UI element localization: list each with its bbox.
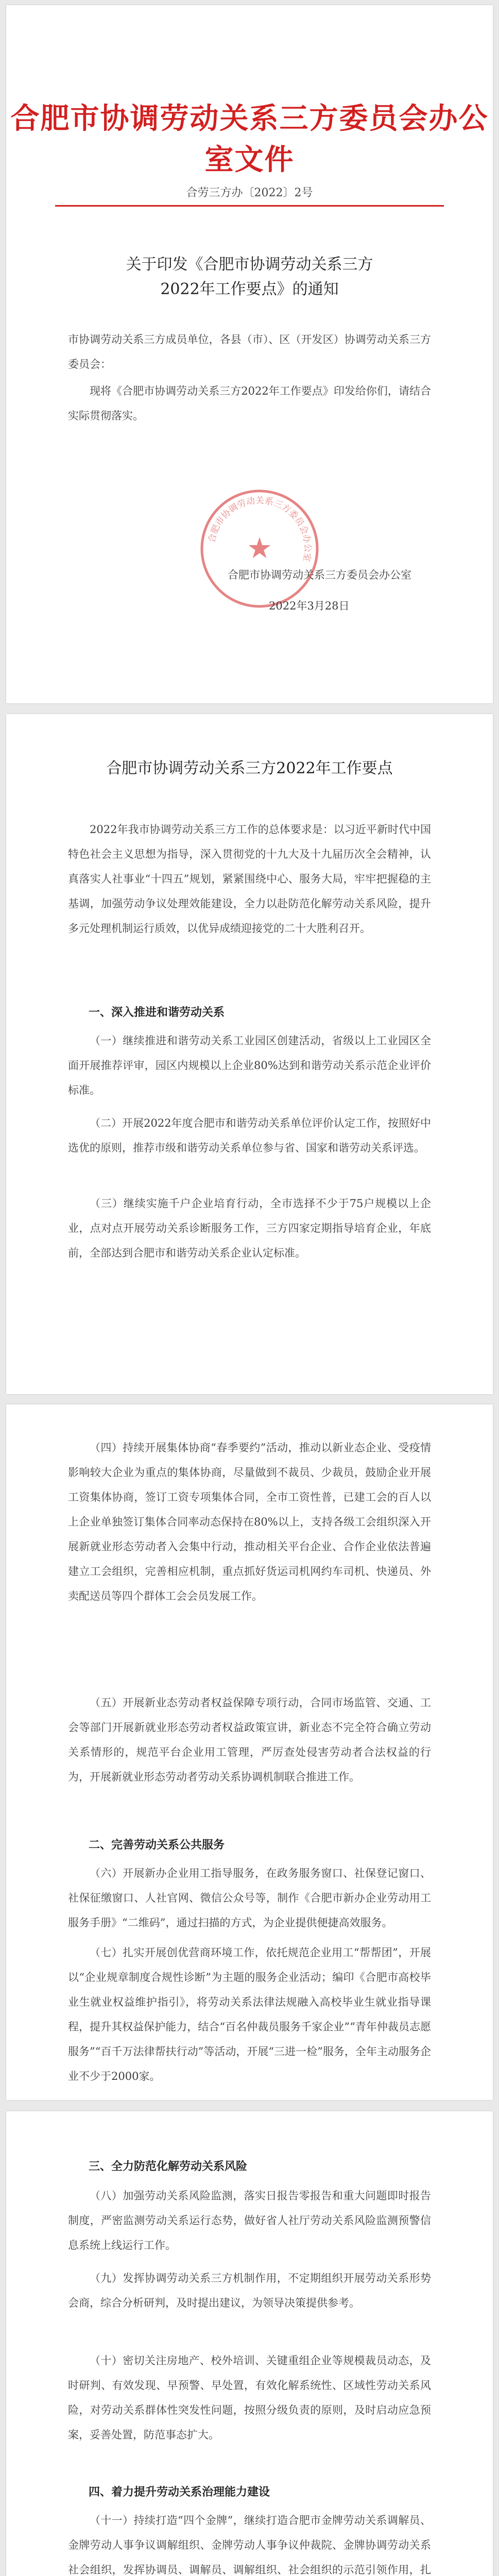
seal-arc-text: 合肥市协调劳动关系三方委员会办公室 xyxy=(207,495,313,563)
section-heading-4: 四、着力提升劳动关系治理能力建设 xyxy=(89,2485,270,2499)
red-header: 合肥市协调劳动关系三方委员会办公室文件 xyxy=(10,102,489,177)
key-points-page-1 xyxy=(6,714,493,1394)
key-points-page-3 xyxy=(6,2111,493,2576)
section-heading-1: 一、深入推进和谐劳动关系 xyxy=(89,1006,225,1019)
section-2-item-1: （六）开展新办企业用工指导服务，在政务服务窗口、社保登记窗口、社保征缴窗口、人社官网、微信公众号等，制作《合肥市新办企业劳动用工服务手册》“二维码”，通过扫描的方式，为企业提供便捷高效服务。 xyxy=(68,1867,431,1929)
notice-page xyxy=(6,5,493,703)
section-heading-3: 三、全力防范化解劳动关系风险 xyxy=(89,2160,248,2173)
section-3-item-1: （八）加强劳动关系风险监测，落实日报告零报告和重大问题即时报告制度，严密监测劳动关系运行态势，做好省人社厅劳动关系风险监测预警信息系统上线运行工作。 xyxy=(68,2190,431,2251)
doc-number: 合劳三方办〔2022〕2号 xyxy=(186,187,313,199)
section-1-item-2: （二）开展2022年度合肥市和谐劳动关系单位评价认定工作，按照好中选优的原则，推荐市级和谐劳动关系单位参与省、国家和谐劳动关系评选。 xyxy=(68,1117,431,1154)
section-3-item-2: （九）发挥协调劳动关系三方机制作用，不定期组织开展劳动关系形势会商，综合分析研判，及时提出建议，为领导决策提供参考。 xyxy=(68,2272,431,2309)
section-3-item-3: （十）密切关注房地产、校外培训、关键重组企业等规模裁员动态，及时研判、有效发现、早预警、早处置，有效化解系统性、区域性劳动关系风险，对劳动关系群体性突发性问题，按照分级负责的原则，及时启动应急预案，妥善处置，防范事态扩大。 xyxy=(68,2354,431,2441)
notice-title-line2: 2022年工作要点》的通知 xyxy=(160,280,339,298)
notice-recipients: 市协调劳动关系三方成员单位，各县（市）、区（开发区）协调劳动关系三方委员会： xyxy=(68,333,431,370)
notice-title-line1: 关于印发《合肥市协调劳动关系三方 xyxy=(126,256,373,274)
seal-star: ★ xyxy=(246,532,273,565)
notice-signature: 合肥市协调劳动关系三方委员会办公室 xyxy=(228,569,411,581)
section-1-item-3: （三）继续实施千户企业培育行动，全市选择不少于75户规模以上企业，点对点开展劳动关系诊断服务工作，三方四家定期指导培育企业，年底前，全部达到合肥市和谐劳动关系企业认定标准。 xyxy=(68,1197,431,1259)
section-1-item-4: （四）持续开展集体协商“春季要约”活动，推动以新业态企业、受疫情影响较大企业为重点的集体协商，尽量做到不裁员、少裁员，鼓励企业开展工资集体协商，签订工资专项集体合同，全市工资性普，已建工会的百人以上企业单独签订集体合同率动态保持在80%以上，支持各级工会组织深入开展新就业形态劳动者入会集中行动，推动相关平台企业、合作企业依法普遍建立工会组织，完善相应机制，重点抓好货运司机网约车司机、快递员、外卖配送员等四个群体工会会员发展工作。 xyxy=(68,1442,431,1602)
official-seal xyxy=(198,487,321,611)
section-heading-2: 二、完善劳动关系公共服务 xyxy=(89,1838,225,1852)
section-2-item-2: （七）扎实开展创优营商环境工作，依托规范企业用工“帮帮团”，开展以“企业规章制度合规性诊断”为主题的服务企业活动；编印《合肥市高校毕业生就业权益维护指引》，将劳动关系法律法规融入高校毕业生就业指导课程，提升其权益保护能力，结合“百名仲裁员服务千家企业”“青年仲裁员志愿服务”“百千万法律帮扶行动”等活动，开展“三进一检”服务，全年主动服务企业不少于2000家。 xyxy=(68,1946,431,2082)
section-1-item-1: （一）继续推进和谐劳动关系工业园区创建活动，省级以上工业园区全面开展推荐评审，园区内规模以上企业80%达到和谐劳动关系示范企业评价标准。 xyxy=(68,1035,431,1096)
key-points-intro: 2022年我市协调劳动关系三方工作的总体要求是：以习近平新时代中国特色社会主义思想为指导，深入贯彻党的十九大及十九届历次全会精神，认真落实人社事业“十四五”规划，紧紧围绕中心、服务大局，牢牢把握稳的主基调，加强劳动争议处理效能建设，全力以赴防范化解劳动关系风险，提升多元处理机制运行质效，以优异成绩迎接党的二十大胜利召开。 xyxy=(68,823,431,935)
key-points-title: 合肥市协调劳动关系三方2022年工作要点 xyxy=(106,759,393,777)
key-points-page-2 xyxy=(6,1404,493,2100)
section-4-item-1: （十一）持续打造“四个金牌”，继续打造合肥市金牌劳动关系调解员、金牌劳动人事争议调解组织、金牌劳动人事争议仲裁院、金牌协调劳动关系社会组织，发挥协调员、调解员、调解组织、社会组织的示范引领作用，扎 xyxy=(68,2514,431,2576)
red-divider xyxy=(55,205,444,207)
notice-date: 2022年3月28日 xyxy=(269,600,350,612)
section-1-item-5: （五）开展新业态劳动者权益保障专项行动，合同市场监管、交通、工会等部门开展新就业形态劳动者权益政策宣讲，新业态不完全符合确立劳动关系情形的，规范平台企业用工管理，严厉查处侵害劳动者合法权益的行为，开展新就业形态劳动者劳动关系协调机制联合推进工作。 xyxy=(68,1697,431,1783)
notice-body: 现将《合肥市协调劳动关系三方2022年工作要点》印发给你们，请结合实际贯彻落实。 xyxy=(68,385,431,422)
